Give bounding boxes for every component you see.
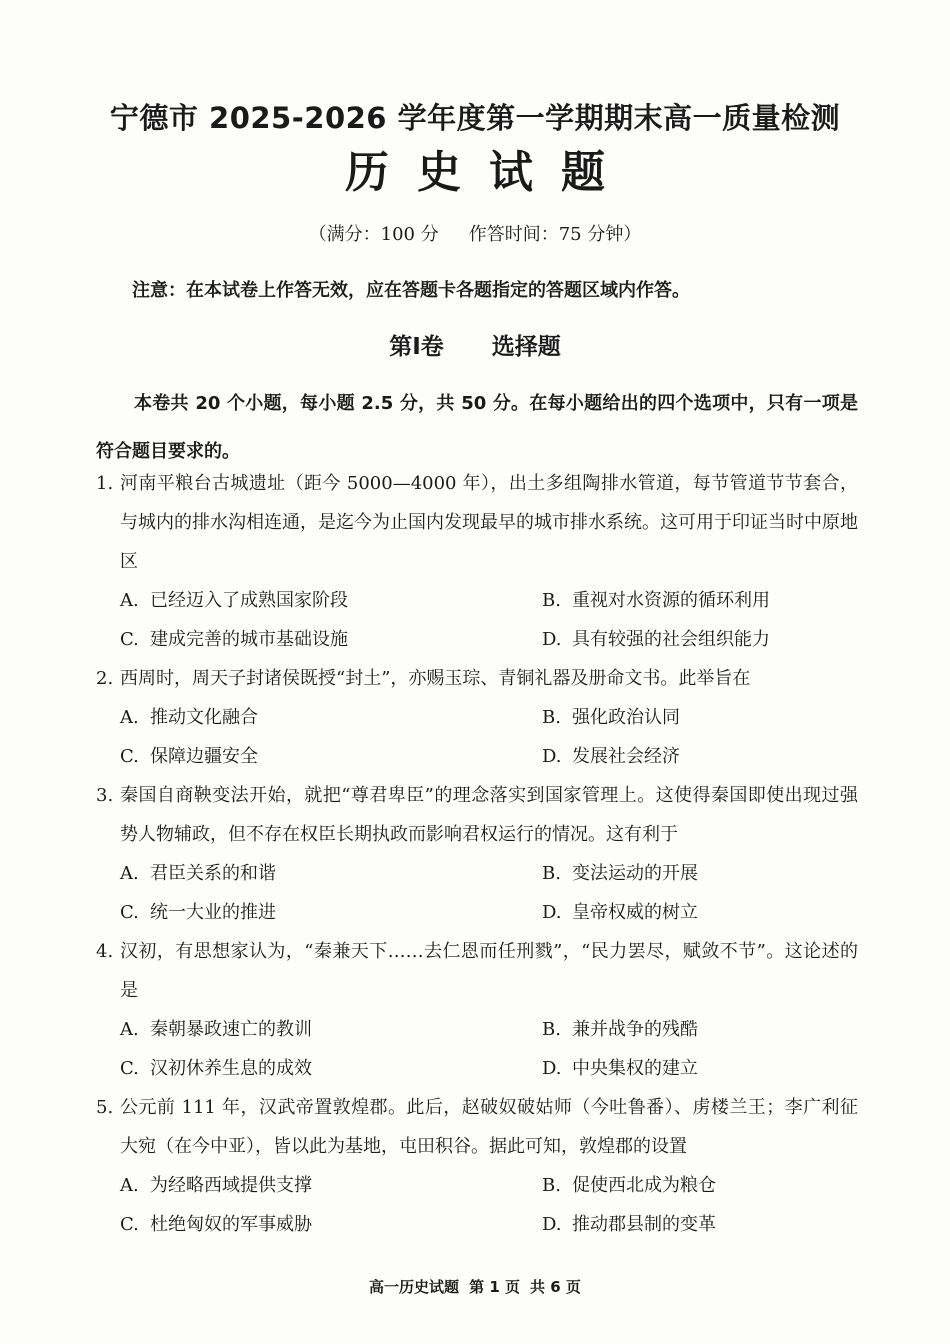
section-name: 选择题 xyxy=(491,334,561,360)
section-part: 第Ⅰ卷 xyxy=(389,334,444,360)
footer-subject: 高一历史试题 xyxy=(369,1278,460,1296)
option-a: A. 推动文化融合 xyxy=(120,707,258,728)
score-time-line xyxy=(0,220,950,250)
option-b: B. 变法运动的开展 xyxy=(542,863,698,884)
option-b: B. 重视对水资源的循环利用 xyxy=(542,590,770,611)
option-d: D. 发展社会经济 xyxy=(542,746,680,767)
option-c: C. 保障边疆安全 xyxy=(120,746,258,767)
option-list xyxy=(96,1166,858,1244)
option-c: C. 统一大业的推进 xyxy=(120,902,276,923)
page-footer: 高一历史试题 第 1 页 共 6 页 xyxy=(369,1278,581,1296)
section-title xyxy=(0,327,950,367)
option-a: A. 秦朝暴政速亡的教训 xyxy=(120,1019,312,1040)
option-d: D. 具有较强的社会组织能力 xyxy=(542,629,770,650)
option-list xyxy=(96,698,858,776)
option-a: A. 已经迈入了成熟国家阶段 xyxy=(120,590,348,611)
question-stem: 汉初，有思想家认为，“秦兼天下……去仁恩而任刑戮”，“民力罢尽，赋敛不节”。这论述的是 xyxy=(120,941,858,1001)
question-number: 3. xyxy=(96,785,114,806)
question-4 xyxy=(96,932,858,1088)
option-a: A. 为经略西域提供支撑 xyxy=(120,1175,312,1196)
option-c: C. 杜绝匈奴的军事威胁 xyxy=(120,1214,312,1235)
total-pages: 6 xyxy=(550,1278,561,1296)
question-3 xyxy=(96,776,858,932)
question-stem: 秦国自商鞅变法开始，就把“尊君卑臣”的理念落实到国家管理上。这使得秦国即使出现过强势人物辅政，但不存在权臣长期执政而影响君权运行的情况。这有利于 xyxy=(120,785,858,845)
exam-main-title: 宁德市 2025-2026 学年度第一学期期末高一质量检测 xyxy=(109,101,841,135)
option-d: D. 中央集权的建立 xyxy=(542,1058,698,1079)
option-list xyxy=(96,581,858,659)
option-c: C. 汉初休养生息的成效 xyxy=(120,1058,312,1079)
answer-time: 作答时间：75 分钟） xyxy=(468,224,642,245)
option-b: B. 促使西北成为粮仓 xyxy=(542,1175,716,1196)
full-score: （满分：100 分 xyxy=(308,224,439,245)
option-d: D. 推动郡县制的变革 xyxy=(542,1214,716,1235)
subject-title: 历史试题 xyxy=(345,147,633,198)
question-number: 5. xyxy=(96,1097,114,1118)
option-a: A. 君臣关系的和谐 xyxy=(120,863,276,884)
question-number: 2. xyxy=(96,668,114,689)
question-stem: 河南平粮台古城遗址（距今 5000—4000 年），出土多组陶排水管道，每节管道节节套合，与城内的排水沟相连通，是迄今为止国内发现最早的城市排水系统。这可用于印证当时中原地区 xyxy=(120,473,858,572)
option-b: B. 强化政治认同 xyxy=(542,707,680,728)
question-number: 4. xyxy=(96,941,114,962)
question-stem: 西周时，周天子封诸侯既授“封土”，亦赐玉琮、青铜礼器及册命文书。此举旨在 xyxy=(120,668,751,689)
option-d: D. 皇帝权威的树立 xyxy=(542,902,698,923)
option-c: C. 建成完善的城市基础设施 xyxy=(120,629,348,650)
question-number: 1. xyxy=(96,473,114,494)
option-list xyxy=(96,1010,858,1088)
option-b: B. 兼并战争的残酷 xyxy=(542,1019,698,1040)
question-1 xyxy=(96,464,858,659)
notice: 注意：在本试卷上作答无效，应在答题卡各题指定的答题区域内作答。 xyxy=(132,280,690,301)
question-2 xyxy=(96,659,858,776)
question-5 xyxy=(96,1088,858,1244)
option-list xyxy=(96,854,858,932)
question-list xyxy=(96,464,858,1244)
question-stem: 公元前 111 年，汉武帝置敦煌郡。此后，赵破奴破姑师（今吐鲁番）、虏楼兰王；李广利征大宛（在今中亚），皆以此为基地，屯田积谷。据此可知，敦煌郡的设置 xyxy=(120,1097,858,1157)
page-number: 1 xyxy=(489,1278,500,1296)
section-instructions: 本卷共 20 个小题，每小题 2.5 分，共 50 分。在每小题给出的四个选项中，只有一项是符合题目要求的。 xyxy=(96,393,858,462)
